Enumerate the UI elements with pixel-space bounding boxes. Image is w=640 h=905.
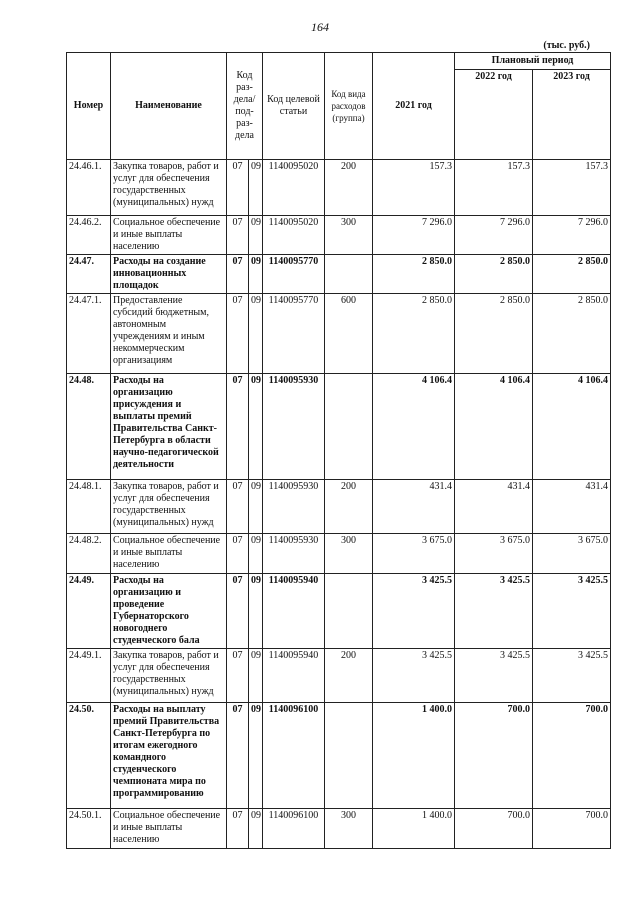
row-subsection: 09 [249, 703, 263, 809]
row-subsection: 09 [249, 216, 263, 255]
row-section: 07 [227, 574, 249, 649]
row-number: 24.48. [67, 374, 111, 480]
row-name: Предоставление субсидий бюджетным, автономным учреждениям и иным некоммерческим организациям [111, 294, 227, 374]
table-row [67, 216, 611, 255]
row-section: 07 [227, 809, 249, 849]
row-section: 07 [227, 374, 249, 480]
row-number: 24.48.1. [67, 480, 111, 534]
row-2022: 3 425.5 [455, 649, 533, 703]
row-target: 1140095770 [263, 294, 325, 374]
row-2023: 3 675.0 [533, 534, 611, 574]
row-number: 24.48.2. [67, 534, 111, 574]
row-name: Социальное обеспечение и иные выплаты населению [111, 534, 227, 574]
row-target: 1140095930 [263, 480, 325, 534]
row-section: 07 [227, 534, 249, 574]
row-subsection: 09 [249, 480, 263, 534]
row-target: 1140096100 [263, 809, 325, 849]
row-kind: 200 [325, 160, 373, 216]
row-section: 07 [227, 649, 249, 703]
row-2022: 4 106.4 [455, 374, 533, 480]
row-2021: 1 400.0 [373, 809, 455, 849]
row-2023: 157.3 [533, 160, 611, 216]
table-row [67, 294, 611, 374]
row-2021: 3 425.5 [373, 574, 455, 649]
row-kind: 300 [325, 809, 373, 849]
row-name: Расходы на выплату премий Правительства Санкт-Петербурга по итогам ежегодного командного студенческого чемпионата мира по программированию [111, 703, 227, 809]
row-2021: 3 675.0 [373, 534, 455, 574]
row-subsection: 09 [249, 374, 263, 480]
row-2023: 3 425.5 [533, 649, 611, 703]
row-section: 07 [227, 160, 249, 216]
row-2022: 431.4 [455, 480, 533, 534]
header-2023: 2023 год [533, 70, 611, 160]
header-target-code: Код целевой статьи [263, 53, 325, 160]
header-2022: 2022 год [455, 70, 533, 160]
row-number: 24.46.1. [67, 160, 111, 216]
row-kind [325, 255, 373, 294]
row-subsection: 09 [249, 534, 263, 574]
table-row [67, 574, 611, 649]
header-kind-code: Код вида расходов (группа) [325, 53, 373, 160]
row-2021: 157.3 [373, 160, 455, 216]
row-2023: 4 106.4 [533, 374, 611, 480]
table-row [67, 374, 611, 480]
row-target: 1140096100 [263, 703, 325, 809]
row-2021: 3 425.5 [373, 649, 455, 703]
row-2022: 700.0 [455, 809, 533, 849]
row-2021: 2 850.0 [373, 294, 455, 374]
row-name: Закупка товаров, работ и услуг для обеспечения государственных (муниципальных) нужд [111, 649, 227, 703]
row-name: Расходы на организацию присуждения и выплаты премий Правительства Санкт-Петербурга в области научно-педагогической деятельности [111, 374, 227, 480]
row-kind: 200 [325, 480, 373, 534]
row-section: 07 [227, 216, 249, 255]
row-number: 24.50.1. [67, 809, 111, 849]
row-target: 1140095020 [263, 160, 325, 216]
row-2023: 3 425.5 [533, 574, 611, 649]
row-2022: 700.0 [455, 703, 533, 809]
row-subsection: 09 [249, 294, 263, 374]
table-row [67, 160, 611, 216]
row-kind: 300 [325, 216, 373, 255]
row-subsection: 09 [249, 160, 263, 216]
row-name: Социальное обеспечение и иные выплаты населению [111, 216, 227, 255]
row-2021: 431.4 [373, 480, 455, 534]
row-subsection: 09 [249, 574, 263, 649]
row-kind: 600 [325, 294, 373, 374]
row-2023: 700.0 [533, 809, 611, 849]
header-planned-period: Плановый период [455, 53, 611, 70]
row-2022: 2 850.0 [455, 294, 533, 374]
row-2023: 2 850.0 [533, 294, 611, 374]
row-target: 1140095020 [263, 216, 325, 255]
row-2021: 1 400.0 [373, 703, 455, 809]
row-2022: 157.3 [455, 160, 533, 216]
row-number: 24.50. [67, 703, 111, 809]
row-section: 07 [227, 480, 249, 534]
header-name: Наименование [111, 53, 227, 160]
row-target: 1140095770 [263, 255, 325, 294]
header-section-code: Код раз-дела/ под-раз-дела [227, 53, 263, 160]
table-row [67, 649, 611, 703]
row-name: Социальное обеспечение и иные выплаты населению [111, 809, 227, 849]
row-number: 24.49.1. [67, 649, 111, 703]
header-2021: 2021 год [373, 53, 455, 160]
row-section: 07 [227, 255, 249, 294]
row-2022: 3 675.0 [455, 534, 533, 574]
budget-table [66, 52, 611, 849]
row-subsection: 09 [249, 255, 263, 294]
row-name: Расходы на создание инновационных площадок [111, 255, 227, 294]
table-row [67, 703, 611, 809]
row-kind [325, 374, 373, 480]
row-2022: 2 850.0 [455, 255, 533, 294]
row-target: 1140095930 [263, 374, 325, 480]
row-number: 24.46.2. [67, 216, 111, 255]
row-2021: 4 106.4 [373, 374, 455, 480]
row-name: Закупка товаров, работ и услуг для обеспечения государственных (муниципальных) нужд [111, 160, 227, 216]
row-2021: 2 850.0 [373, 255, 455, 294]
row-number: 24.47.1. [67, 294, 111, 374]
table-row [67, 809, 611, 849]
row-kind [325, 574, 373, 649]
row-target: 1140095930 [263, 534, 325, 574]
row-number: 24.47. [67, 255, 111, 294]
table-row [67, 534, 611, 574]
row-2023: 7 296.0 [533, 216, 611, 255]
row-2021: 7 296.0 [373, 216, 455, 255]
row-target: 1140095940 [263, 649, 325, 703]
row-2022: 3 425.5 [455, 574, 533, 649]
page-number: 164 [311, 20, 329, 34]
row-subsection: 09 [249, 809, 263, 849]
row-number: 24.49. [67, 574, 111, 649]
table-row [67, 480, 611, 534]
row-2023: 431.4 [533, 480, 611, 534]
row-name: Расходы на организацию и проведение Губернаторского новогоднего студенческого бала [111, 574, 227, 649]
row-section: 07 [227, 703, 249, 809]
row-name: Закупка товаров, работ и услуг для обеспечения государственных (муниципальных) нужд [111, 480, 227, 534]
row-subsection: 09 [249, 649, 263, 703]
row-2023: 2 850.0 [533, 255, 611, 294]
row-target: 1140095940 [263, 574, 325, 649]
table-row [67, 255, 611, 294]
row-kind [325, 703, 373, 809]
row-kind: 200 [325, 649, 373, 703]
header-number: Номер [67, 53, 111, 160]
units-label: (тыс. руб.) [543, 40, 590, 51]
row-2023: 700.0 [533, 703, 611, 809]
row-kind: 300 [325, 534, 373, 574]
row-2022: 7 296.0 [455, 216, 533, 255]
row-section: 07 [227, 294, 249, 374]
